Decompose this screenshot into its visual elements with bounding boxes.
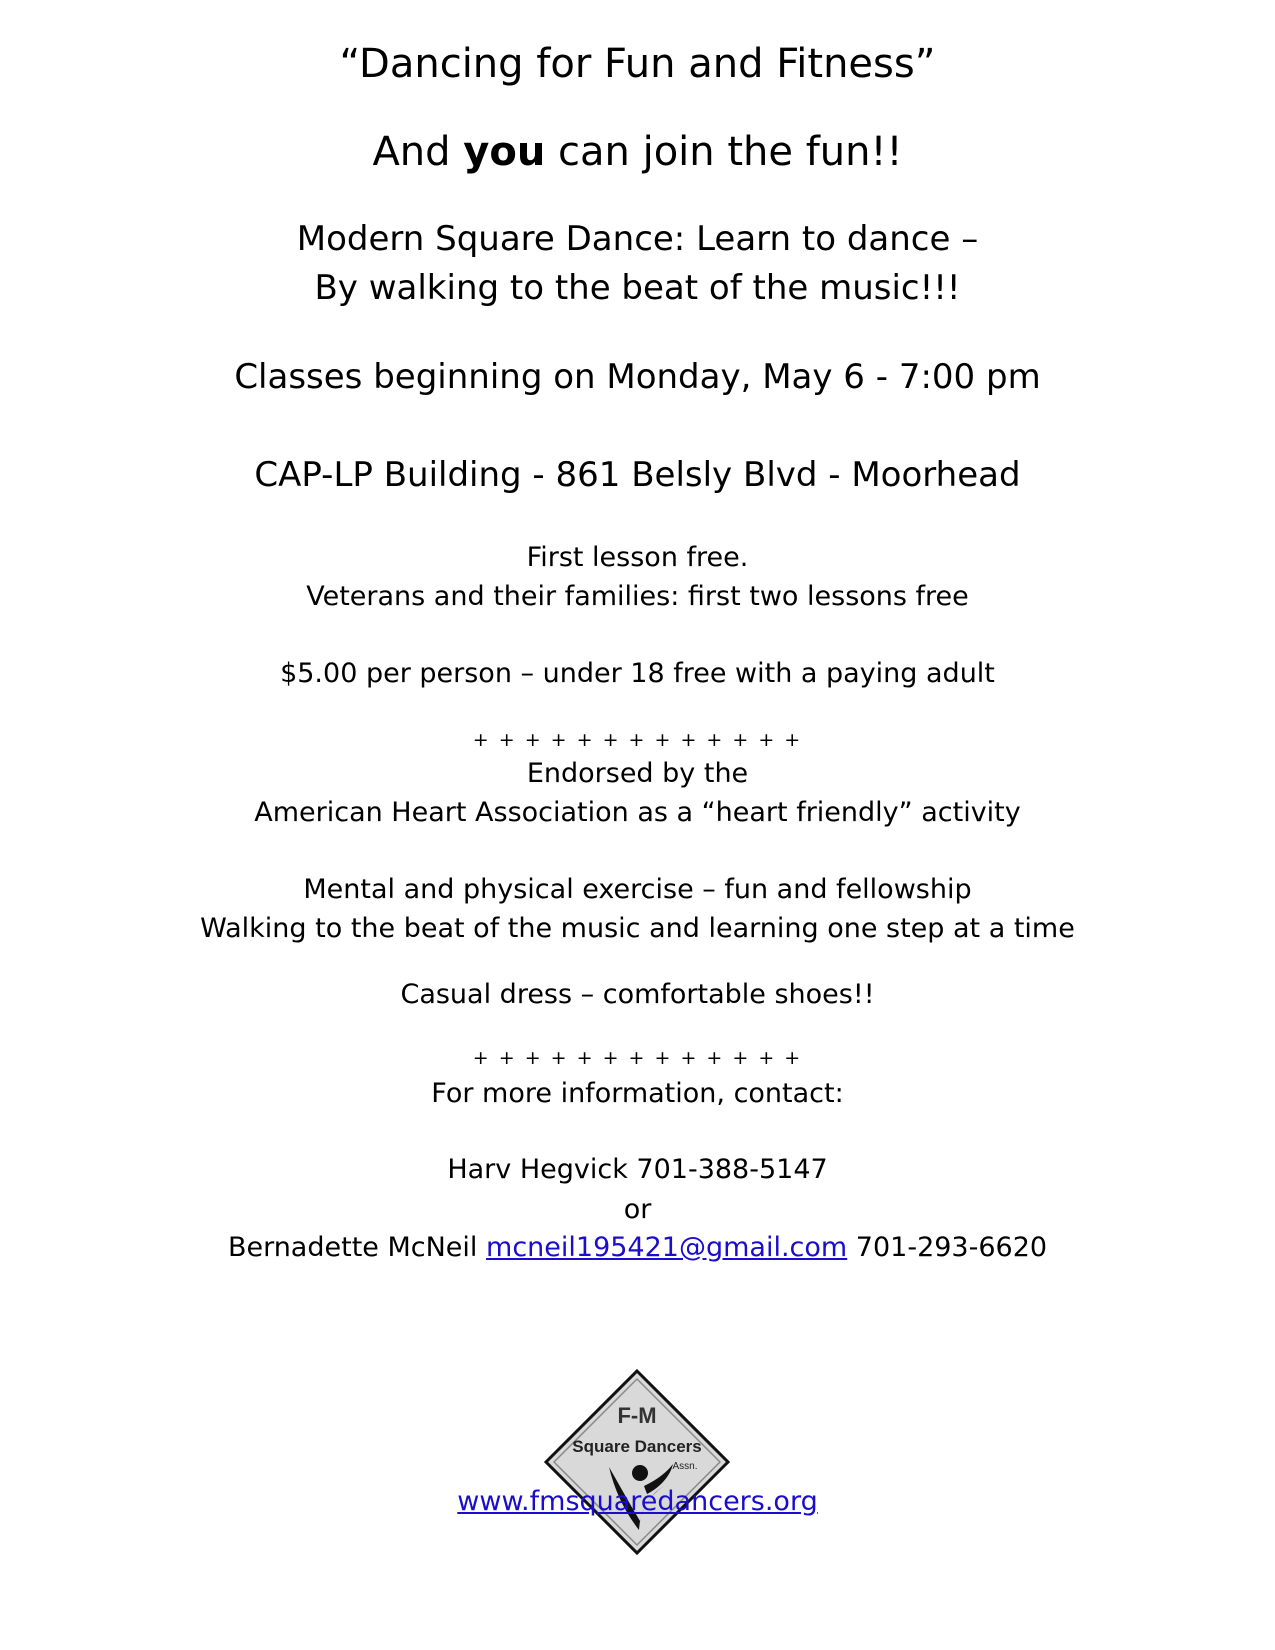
fm-square-dancers-logo xyxy=(543,1368,731,1556)
flyer-title: “Dancing for Fun and Fitness” xyxy=(339,41,936,87)
divider-2: + + + + + + + + + + + + + xyxy=(472,1047,803,1069)
join-text-after: can join the fun!! xyxy=(545,129,903,175)
contact-person-2-phone: 701-293-6620 xyxy=(847,1232,1048,1263)
logo-small-text: Assn. xyxy=(672,1461,698,1472)
benefits-line-1: Mental and physical exercise – fun and fellowship xyxy=(303,874,972,905)
website-line xyxy=(0,1488,1275,1515)
intro-line-2: By walking to the beat of the music!!! xyxy=(314,268,961,308)
join-text-before: And xyxy=(372,129,464,175)
veterans-offer: Veterans and their families: first two lessons free xyxy=(306,581,969,612)
endorsement-line-1: Endorsed by the xyxy=(526,758,749,789)
class-location: CAP-LP Building - 861 Belsly Blvd - Moorhead xyxy=(254,455,1021,495)
contact-person-2 xyxy=(0,1234,1275,1261)
contact-person-2-name: Bernadette McNeil xyxy=(227,1232,487,1263)
join-text-bold: you xyxy=(463,129,546,175)
divider-1: + + + + + + + + + + + + + xyxy=(472,729,803,751)
contact-or: or xyxy=(623,1194,652,1225)
contact-person-1: Harv Hegvick 701-388-5147 xyxy=(447,1154,828,1185)
benefits-line-2: Walking to the beat of the music and learning one step at a time xyxy=(200,913,1075,944)
first-lesson-free: First lesson free. xyxy=(526,542,749,573)
intro-line-1: Modern Square Dance: Learn to dance – xyxy=(296,219,979,259)
logo-top-text: F-M xyxy=(617,1403,657,1428)
contact-email-link[interactable]: mcneil195421@gmail.com xyxy=(486,1232,848,1263)
website-link[interactable]: www.fmsquaredancers.org xyxy=(457,1486,818,1517)
dress-code: Casual dress – comfortable shoes!! xyxy=(400,979,875,1010)
join-line xyxy=(0,129,1275,175)
class-schedule: Classes beginning on Monday, May 6 - 7:00 pm xyxy=(234,357,1041,397)
endorsement-line-2: American Heart Association as a “heart friendly” activity xyxy=(254,797,1021,828)
price-info: $5.00 per person – under 18 free with a paying adult xyxy=(280,658,995,689)
logo-main-text: Square Dancers xyxy=(572,1437,702,1456)
contact-heading: For more information, contact: xyxy=(431,1078,844,1109)
